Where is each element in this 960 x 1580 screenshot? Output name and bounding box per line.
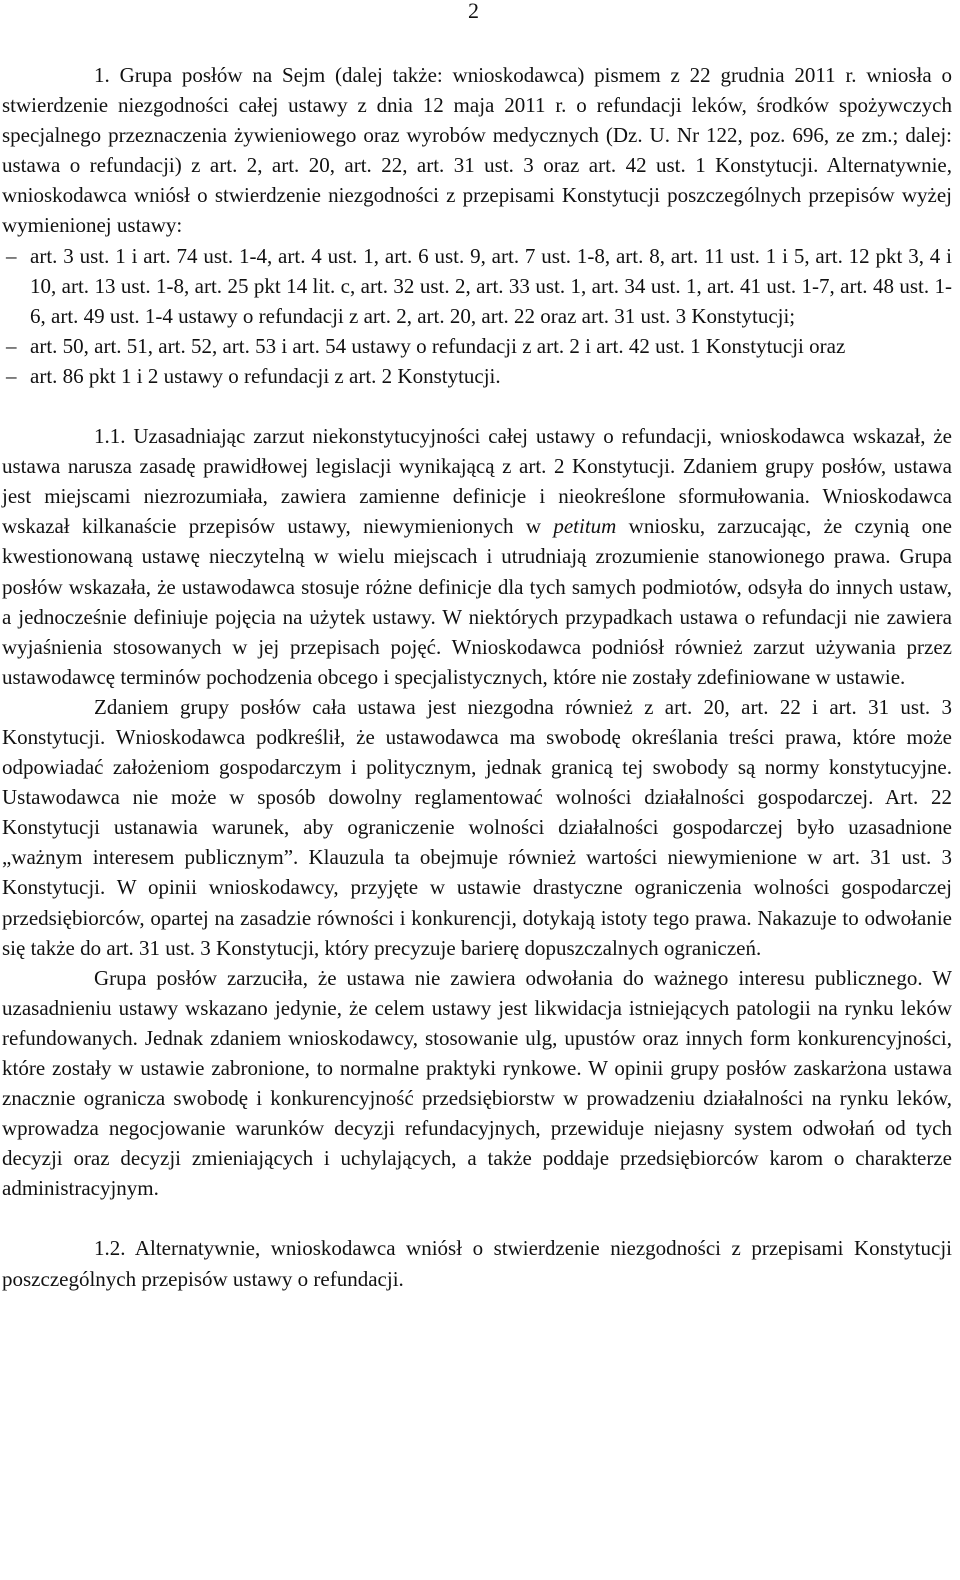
list-item-text: art. 50, art. 51, art. 52, art. 53 i art. 54 ustawy o refundacji z art. 2 i art. 42 ust. 1 Konstytucji oraz [30, 333, 846, 358]
dash-bullet: – [6, 333, 17, 358]
section-1-1-paragraph-1 [2, 421, 952, 692]
dash-bullet: – [6, 243, 17, 268]
paragraph-gap [2, 391, 952, 421]
section-1-1-paragraph-2: Zdaniem grupy posłów cała ustawa jest niezgodna również z art. 20, art. 22 i art. 31 ust. 3 Konstytucji. Wnioskodawca podkreślił, że ustawodawca ma swobodę określania treści prawa, które może odpowiadać założeniom gospodarczym i politycznym, jednak granicą tej swobody są normy konstytucyjne. Ustawodawca nie może w sposób dowolny reglamentować wolności działalności gospodarczej. Art. 22 Konstytucji ustanawia warunek, aby ograniczenie wolności działalności gospodarczej było uzasadnione „ważnym interesem publicznym”. Klauzula ta obejmuje również wartości niewymienione w art. 31 ust. 3 Konstytucji. W opinii wnioskodawcy, przyjęte w ustawie drastyczne ograniczenia wolności gospodarczej przedsiębiorców, opartej na zasadzie równości i konkurencji, dotykają istoty tego prawa. Nakazuje to odwołanie się także do art. 31 ust. 3 Konstytucji, który precyzuje barierę dopuszczalnych ograniczeń. [2, 694, 952, 960]
list-item [2, 241, 952, 331]
paragraph-gap [2, 1203, 952, 1233]
dash-bullet: – [6, 363, 17, 388]
list-item-text: art. 3 ust. 1 i art. 74 ust. 1-4, art. 4 ust. 1, art. 6 ust. 9, art. 7 ust. 1-8, art. 8, art. 11 ust. 1 i 5, art. 12 pkt 3, 4 i 10, art. 13 ust. 1-8, art. 25 pkt 14 lit. c, art. 32 ust. 2, art. 33 ust. 1, art. 34 ust. 1, art. 41 ust. 1-7, art. 48 ust. 1-6, art. 49 ust. 1-4 ustawy o refundacji z art. 2, art. 20, art. 22 oraz art. 31 ust. 3 Konstytucji; [30, 243, 952, 328]
section-1-intro: 1. Grupa posłów na Sejm (dalej także: wnioskodawca) pismem z 22 grudnia 2011 r. wniosła o stwierdzenie niezgodności całej ustawy z dnia 12 maja 2011 r. o refundacji leków, środków spożywczych specjalnego przeznaczenia żywieniowego oraz wyrobów medycznych (Dz. U. Nr 122, poz. 696, ze zm.; dalej: ustawa o refundacji) z art. 2, art. 20, art. 22, art. 31 ust. 3 oraz art. 42 ust. 1 Konstytucji. Alternatywnie, wnioskodawca wniósł o stwierdzenie niezgodności z przepisami Konstytucji poszczególnych przepisów wyżej wymienionej ustawy: [2, 63, 952, 238]
paragraph-text: 1.1. Uzasadniając zarzut niekonstytucyjności całej ustawy o refundacji, wnioskodawca wskazał, że ustawa narusza zasadę prawidłowej legislacji wynikającą z art. 2 Konstytucji. Zdaniem grupy posłów, ustawa jest miejscami niezrozumiała, zawiera zamienne definicje i nieokreślone sformułowania. Wnioskodawca wskazał kilkanaście przepisów ustawy, niewymienionych w [2, 424, 952, 539]
list-item-text: art. 86 pkt 1 i 2 ustawy o refundacji z art. 2 Konstytucji. [30, 363, 501, 388]
paragraph-text: wniosku, zarzucając, że czynią one kwestionowaną ustawę nieczytelną w wielu miejscach i utrudniają zrozumienie stanowionego prawa. Grupa posłów wskazała, że ustawodawca stosuje różne definicje dla tych samych podmiotów, odsyła do innych ustaw, a jednocześnie definiuje pojęcia na użytek ustawy. W niektórych przypadkach ustawa o refundacji nie zawiera wyjaśnienia stosowanych w jej przepisach pojęć. Wnioskodawca podniósł również zarzut używania przez ustawodawcę terminów pochodzenia obcego i specjalistycznych, które nie zostały zdefiniowane w ustawie. [2, 514, 952, 689]
section-1-1-paragraph-3: Grupa posłów zarzuciła, że ustawa nie zawiera odwołania do ważnego interesu publicznego. W uzasadnieniu ustawy wskazano jedynie, że celem ustawy jest likwidacja istniejących patologii na rynku leków refundowanych. Jednak zdaniem wnioskodawcy, stosowanie ulg, upustów oraz innych form konkurencyjności, które zostały w ustawie zabronione, to normalne praktyki rynkowe. W opinii grupy posłów zaskarżona ustawa znacznie ogranicza swobodę i konkurencyjność przedsiębiorstw w prowadzeniu działalności na rynku leków, wprowadza negocjowanie warunków decyzji refundacyjnych, przewiduje niejasny system odwołań od tych decyzji oraz decyzji zmieniających i uchylających, a także poddaje przedsiębiorców karom o charakterze administracyjnym. [2, 965, 952, 1201]
list-item [2, 331, 952, 361]
section-1-2-paragraph-1: 1.2. Alternatywnie, wnioskodawca wniósł o stwierdzenie niezgodności z przepisami Konstytucji poszczególnych przepisów ustawy o refundacji. [2, 1236, 952, 1291]
petitum-italic: petitum [553, 514, 617, 539]
page-number: 2 [468, 0, 479, 23]
list-item [2, 361, 952, 391]
